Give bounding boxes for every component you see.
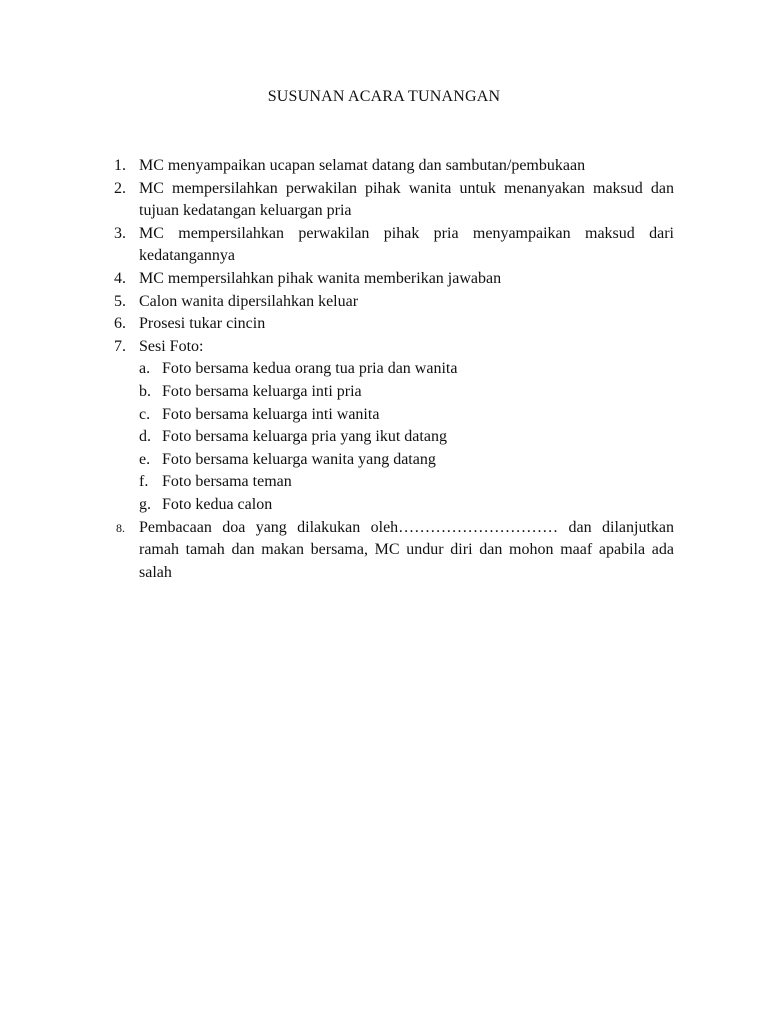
item-text: MC menyampaikan ucapan selamat datang dan sambutan/pembukaan (139, 157, 586, 174)
sub-item-letter: e. (139, 450, 151, 468)
item-number: 6. (114, 315, 126, 333)
list-item (0, 155, 674, 178)
list-item (0, 313, 674, 336)
sub-item-text: Foto bersama keluarga pria yang ikut datang (162, 428, 447, 446)
item-number: 7. (114, 337, 126, 355)
document-title: SUSUNAN ACARA TUNANGAN (267, 88, 501, 105)
sub-item-text: Foto bersama keluarga inti pria (162, 382, 362, 400)
sub-item-letter: g. (139, 495, 151, 513)
sub-item-text: Foto bersama kedua orang tua pria dan wanita (162, 360, 458, 378)
list-item (0, 178, 674, 223)
sub-list-item (0, 381, 674, 404)
item-number: 8. (116, 520, 125, 535)
item-number: 5. (114, 292, 126, 310)
sub-item-text: Foto bersama teman (162, 473, 292, 491)
item-text: MC mempersilahkan perwakilan pihak pria menyampaikan maksud dari kedatangannya (139, 224, 674, 265)
item-text: MC mempersilahkan pihak wanita memberikan jawaban (139, 269, 502, 287)
item-number: 2. (114, 179, 126, 197)
item-text: Sesi Foto: (139, 337, 204, 355)
sub-item-letter: a. (139, 360, 151, 378)
sub-list-item (0, 358, 674, 381)
item-text: MC mempersilahkan perwakilan pihak wanita untuk menanyakan maksud dan tujuan kedatangan keluargan pria (139, 179, 674, 220)
item-text: Pembacaan doa yang dilakukan oleh………………………… dan dilanjutkan ramah tamah dan makan bersama, MC undur diri dan mohon maaf apabila ada salah (139, 518, 674, 581)
sub-list-item (0, 494, 674, 517)
sub-item-letter: f. (139, 473, 149, 491)
item-number: 3. (114, 224, 126, 242)
list-item (0, 336, 674, 359)
sub-list-item (0, 404, 674, 427)
list-item (0, 223, 674, 268)
sub-item-letter: c. (139, 405, 151, 423)
sub-item-letter: b. (139, 382, 151, 400)
item-number: 4. (114, 269, 126, 287)
item-number: 1. (114, 157, 126, 174)
item-text: Calon wanita dipersilahkan keluar (139, 292, 359, 310)
list-item (0, 268, 674, 291)
list-item (0, 517, 674, 585)
sub-list-item (0, 471, 674, 494)
sub-item-letter: d. (139, 428, 151, 446)
sub-list-item (0, 426, 674, 449)
list-item (0, 291, 674, 314)
sub-list-item (0, 449, 674, 472)
sub-item-text: Foto kedua calon (162, 495, 273, 513)
sub-item-text: Foto bersama keluarga inti wanita (162, 405, 380, 423)
item-text: Prosesi tukar cincin (139, 315, 266, 333)
sub-item-text: Foto bersama keluarga wanita yang datang (162, 450, 436, 468)
agenda-list (0, 155, 768, 584)
